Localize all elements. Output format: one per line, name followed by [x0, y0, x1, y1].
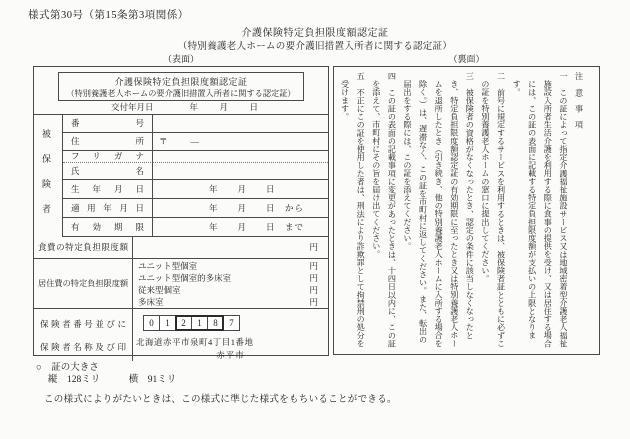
insurer-label-line1: 保険者番号並びに	[40, 319, 126, 329]
notice-text-block	[337, 72, 587, 349]
insurer-number-digit: 7	[223, 315, 240, 331]
number-field-label: 番号	[63, 115, 153, 133]
issue-date-value: 年 月 日	[189, 102, 260, 112]
notice-item-5: 五 不正にこの証を使用した者は、刑法により詐欺罪として拘禁刑の処分を受けます。	[340, 72, 366, 348]
residence-fee-item	[133, 296, 328, 308]
insured-group-label: 被保険者	[34, 115, 63, 237]
address-field-value: 〒 ―	[153, 133, 328, 151]
document-subtitle: （特別養護老人ホームの要介護旧措置入所者に関する認定証）	[177, 42, 453, 52]
residence-item-unit: 円	[309, 285, 318, 295]
birthdate-field-label: 生年月日	[63, 180, 153, 199]
name-field-value	[153, 163, 328, 180]
residence-fee-item	[133, 272, 328, 284]
residence-item-unit: 円	[309, 261, 318, 271]
residence-fee-value	[133, 259, 328, 309]
certificate-back-panel	[333, 66, 600, 355]
furigana-field-label: フリガナ	[63, 151, 153, 163]
meal-fee-unit: 円	[309, 242, 318, 252]
document-title: 介護保険特定負担限度額認定証	[241, 28, 389, 39]
residence-fee-label: 居住費の特定負担限度額	[34, 259, 133, 309]
fee-and-insurer-table	[34, 237, 328, 361]
front-side-label: （表面）	[162, 54, 199, 64]
residence-item-name: ユニット型個室的多床室	[138, 273, 232, 283]
apply-date-field-label: 適用年月日	[63, 199, 153, 218]
insurer-number-digit: 0	[143, 315, 160, 331]
valid-period-field-label: 有効期限	[63, 218, 153, 237]
insurer-number-digit: 1	[159, 315, 176, 331]
insurer-number-digit: 2	[175, 315, 192, 331]
residence-item-unit: 円	[309, 273, 318, 283]
size-note-values: 縦 128ミリ 横 91ミリ	[48, 375, 177, 385]
issue-date-row	[34, 101, 328, 114]
residence-item-name: ユニット型個室	[138, 261, 198, 271]
footer-note: この様式によりがたいときは、この様式に準じた様式をもちいることができる。	[44, 395, 397, 405]
meal-fee-label: 食費の特定負担限度額	[34, 237, 133, 259]
insured-person-table	[34, 114, 328, 237]
furigana-field-value	[153, 151, 328, 163]
card-title-box	[58, 72, 304, 101]
apply-date-field-value: 年 月 日 から	[153, 199, 328, 218]
insurer-number-digit: 1	[191, 315, 208, 331]
notice-item-1: 一 この証によって指定介護福祉施設サービス又は地域密着型介護老人福祉施設入所者生活介護を利用する際に食事の提供を受け、又は居住する場合には、この証の表面に記載する特定負担限度額が支払いの上限となります。	[512, 72, 568, 348]
insurer-number-boxes	[143, 315, 328, 331]
residence-item-name: 従来型個室	[138, 285, 181, 295]
card-subtitle: （特別養護老人ホームの要介護旧措置入所者に関する認定証）	[66, 89, 296, 98]
insurer-label-line2: 保険者名称及び印	[40, 342, 126, 352]
name-field-label: 氏名	[63, 163, 153, 180]
residence-item-name: 多床室	[138, 297, 164, 307]
notice-heading: 注 意 事 項	[574, 72, 584, 129]
number-field-value	[153, 115, 328, 133]
notice-item-3: 三 被保険者の資格がなくなったとき、認定の条件に該当しなくなったとき、特定負担限度額認定証の有効期限に至ったとき又は特別養護老人ホームを退所したとき（引き続き、他の特別養護老人ホームに入所する場合を除く。）は、遅滞なく、この証を市町村に返してください。また、転出の届出をする際には、この証を添えてください。	[402, 72, 475, 348]
back-side-label: （裏面）	[448, 54, 485, 64]
card-title: 介護保険特定負担限度額認定証	[114, 77, 248, 87]
insurer-address: 北海道赤平市泉町4丁目1番地	[136, 337, 254, 347]
residence-fee-item	[133, 260, 328, 272]
form-number: 様式第30号（第15条第3項関係）	[28, 10, 189, 21]
insurer-name: 赤平市	[216, 350, 245, 360]
notice-item-4: 四 この証の表面の記載事項に変更があったときは、十四日以内に、この証を添えて、市町村にその旨を届け出てください。	[371, 72, 397, 348]
residence-fee-item	[133, 284, 328, 296]
birthdate-field-value: 年 月 日	[153, 180, 328, 199]
notice-item-2: 二 前号に規定するサービスを利用するときは、被保険者証とともに必ずこの証を特別養護老人ホームの窓口に提出してください。	[480, 72, 506, 348]
insurer-label	[34, 309, 133, 361]
insurer-number-digit: 8	[207, 315, 224, 331]
certificate-front-panel	[33, 66, 329, 360]
residence-item-unit: 円	[309, 297, 318, 307]
insurer-number-digit-group	[175, 315, 224, 331]
address-field-label: 住所	[63, 133, 153, 151]
insurer-value	[133, 309, 328, 361]
size-note-heading: ○ 証の大きさ	[36, 363, 99, 373]
issue-date-label: 交付年月日	[111, 102, 154, 112]
valid-period-field-value: 年 月 日 まで	[153, 218, 328, 237]
meal-fee-value	[133, 237, 328, 259]
